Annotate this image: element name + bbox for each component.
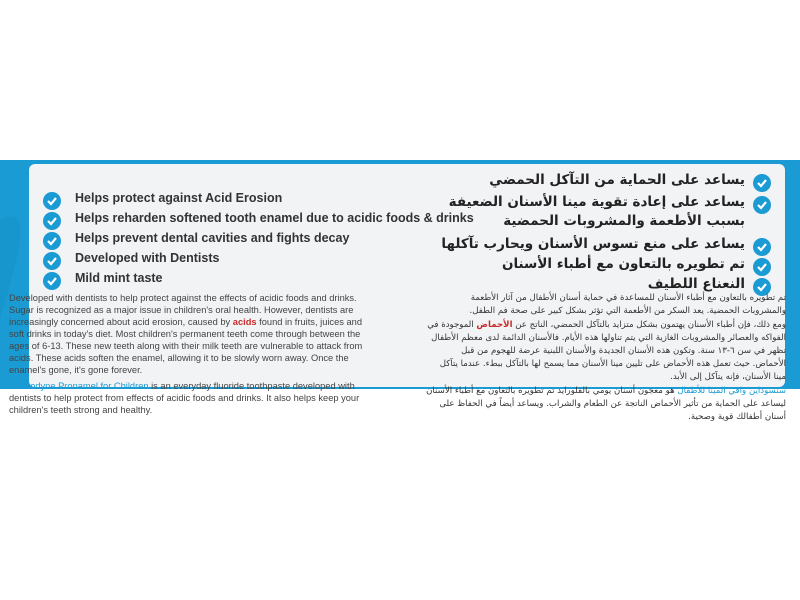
benefit-ar-2: [431, 194, 771, 234]
benefit-text: Helps prevent dental cavities and fights decay: [75, 231, 350, 245]
text-run: ومع ذلك، فإن أطباء الأسنان يهتمون بشكل متزايد بالتآكل الحمضي، الناتج عن: [512, 320, 786, 330]
check-icon: [753, 238, 771, 256]
brand-name: سنسوداين واقي المينا للأطفال: [677, 386, 786, 396]
benefit-en-2: [43, 210, 474, 232]
benefit-text-ar-cont: بسبب الأطعمة والمشروبات الحمضية: [503, 213, 745, 229]
benefit-text: Mild mint taste: [75, 271, 163, 285]
check-icon: [43, 252, 61, 270]
benefit-text: Helps protect against Acid Erosion: [75, 191, 283, 205]
check-icon: [753, 196, 771, 214]
check-icon: [43, 192, 61, 210]
text-run: هو معجون أسنان يومي بالفلورايد تم تطويره بالتعاون مع أطباء الأسنان ليساعد على الحماية من تأثير الأحماض الناتجة عن الطعام والشراب. ويساعد أيضاً في الحفاظ على أسنان أطفالك قوية وصحية.: [426, 386, 786, 422]
description-ar: [426, 292, 786, 425]
benefit-text-ar: النعناع اللطيف: [647, 276, 745, 292]
description-ar-p3: [426, 385, 786, 424]
text-run: الموجودة في الفواكه والعصائر والمشروبات الغازية التي يتم تناولها هذه الأيام. فالأسنان الدائمة لدى معظم الأطفال تظهر في سن ٦-١٣ سنة. وتكون هذه الأسنان الجديدة والأسنان اللبنية عرضة للهجوم من قبل الأحماض. حيث تعمل هذه الأحماض على تليين مينا الأسنان مما يسمح لها بالتآكل ببطء. عندما يتآكل مينا الأسنان، فإنه يتآكل إلى الأبد.: [427, 320, 786, 382]
text-run: Developed with dentists to help protect against the effects of acidic foods and drinks. Sugar is recognized as a major issue in children's oral health. However, dentists are increasingly concerned about acid erosion, caused by: [9, 293, 357, 327]
text-run: found in fruits, juices and soft drinks in today's diet. Most children's permanent teeth come through between the ages of 6-13. These new teeth along with their milk teeth are vulnerable to attack from acids. These acids soften the enamel, allowing it to be slowly worn away. Once the enamel's gone, it's gone forever.: [9, 317, 363, 375]
check-icon: [43, 272, 61, 290]
benefit-text-ar: يساعد على الحماية من التآكل الحمضي: [489, 172, 745, 188]
benefit-ar-1: [431, 172, 771, 194]
benefit-text: Helps reharden softened tooth enamel due to acidic foods & drinks: [75, 211, 474, 225]
benefit-text-ar: يساعد على منع تسوس الأسنان ويحارب تآكلها: [441, 236, 745, 252]
check-icon: [43, 232, 61, 250]
text-run: is an everyday fluoride toothpaste developed with dentists to help protect from effects of acidic foods and drinks. It also helps keep your children's teeth strong and healthy.: [9, 381, 360, 415]
benefit-ar-4: [431, 256, 771, 278]
description-en-p2: [9, 380, 374, 416]
benefit-text: Developed with Dentists: [75, 251, 220, 265]
brand-name: Sensodyne Pronamel for Children: [9, 381, 149, 391]
check-icon: [753, 174, 771, 192]
acids-highlight: acids: [232, 317, 257, 327]
benefit-ar-3: [431, 236, 771, 258]
description-ar-p2: [426, 319, 786, 384]
benefit-text-ar: تم تطويره بالتعاون مع أطباء الأسنان: [501, 256, 745, 272]
description-en: [9, 292, 374, 420]
benefit-en-3: [43, 230, 423, 252]
benefit-en-4: [43, 250, 423, 272]
acids-highlight: الأحماض: [476, 320, 513, 330]
benefit-text-ar: يساعد على إعادة تقوية مينا الأسنان الضعيفة: [448, 194, 745, 210]
benefit-en-5: [43, 270, 423, 292]
description-en-p1: [9, 292, 374, 376]
description-ar-p1: تم تطويره بالتعاون مع أطباء الأسنان للمساعدة في حماية أسنان الأطفال من آثار الأطعمة والمشروبات الحمضية. يعد السكر من الأطعمة التي تؤثر بشكل كبير على صحة فم الطفل.: [469, 293, 786, 316]
check-icon: [753, 258, 771, 276]
benefit-en-1: [43, 190, 423, 212]
check-icon: [43, 212, 61, 230]
